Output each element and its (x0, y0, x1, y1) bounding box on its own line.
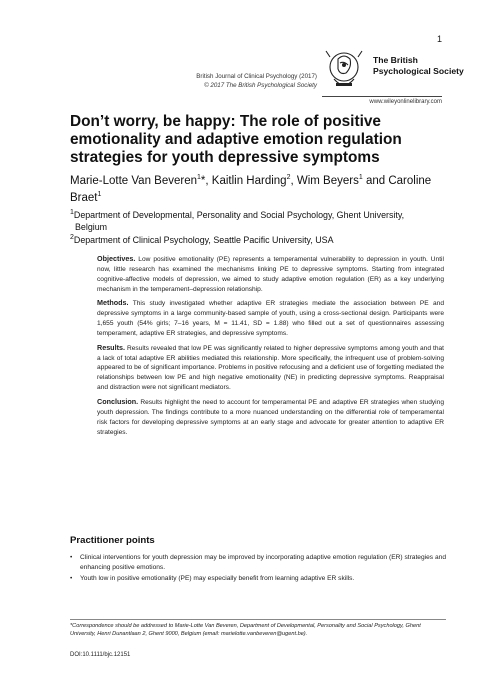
abstract-section-text: Results revealed that low PE was significantly related to higher depressive symptoms among youth and that a lack of total adaptive ER abilities mediated this relationship. More specifically, the infrequent use of problem-solving appeared to be of significant importance. Problems in positive refocusing and a deficient use of forgetting mediated the relationships between low PE and high negative emotionality (NE) in predicting depressive symptoms. Reappraisal and distraction were not significant mediators. (97, 344, 444, 392)
author-2: Kaitlin Harding (211, 175, 287, 187)
abstract-section-text: Low positive emotionality (PE) represents a temperamental vulnerability to depression in youth. Until now, little research has examined the mechanisms linking PE to depressive symptoms. Starting from integrated cognitive-affective models of depression, we aimed to study adaptive emotion regulation (ER) as a key underlying mechanism in the temperament–depression relationship. (97, 256, 444, 293)
author-2-affiliation: 2 (286, 174, 291, 182)
abstract-section-text: This study investigated whether adaptive ER strategies mediate the association between PE and depressive symptoms in a large community-based sample of youth, using a cross-sectional design. Participants were 1,655 youth (54% girls; 7–16 years, M = 11.41, SD = 1.88) who filled out a set of questionnaires assessing temperament, adaptive ER strategies, and depressive symptoms. (97, 300, 444, 337)
correspondence-footnote: *Correspondence should be addressed to Marie-Lotte Van Beveren, Department of Developmental, Personality and Social Psychology, Ghent University, Henri Dunantlaan 2, Ghent 9000, Belgium (email: marielotte.vanbeveren@ugent.be). (70, 623, 421, 638)
journal-name: British Journal of Clinical Psychology (2017) (196, 73, 317, 80)
author-separator: , (290, 175, 297, 187)
society-crest-logo (322, 45, 366, 93)
bullet-icon: • (70, 554, 73, 561)
abstract-section-heading: Conclusion. (97, 396, 139, 406)
abstract-section-heading: Objectives. (97, 254, 136, 263)
header-divider (322, 96, 442, 97)
society-name (373, 55, 464, 77)
abstract-methods (97, 298, 444, 338)
article-title: Don’t worry, be happy: The role of positive emotionality and adaptive emotion regulation strategies for youth depressive symptoms (70, 113, 402, 167)
abstract-section-heading: Methods. (97, 298, 129, 308)
affiliation-number: 2 (70, 234, 74, 242)
affiliation-country: Belgium (75, 222, 108, 232)
abstract-objectives (97, 254, 444, 294)
author-separator: and (362, 175, 389, 187)
affiliation-text: Department of Developmental, Personality and Social Psychology, Ghent University, (73, 210, 405, 220)
list-item-text: Youth low in positive emotionality (PE) may especially benefit from learning adaptive ER skills. (80, 575, 355, 582)
footnote-divider (70, 619, 446, 620)
affiliation-2 (70, 234, 450, 246)
author-list (70, 173, 445, 206)
practitioner-points-heading: Practitioner points (70, 535, 155, 546)
abstract-section-text: Results highlight the need to account for temperamental PE and adaptive ER strategies when studying youth depression. The findings contribute to a more nuanced understanding on the differential role of temperamental risk factors for developing depressive symptoms at an early stage and advocate for greater attention to adaptive ER strategies. (97, 398, 444, 436)
bullet-icon: • (70, 575, 73, 582)
list-item (70, 553, 446, 573)
abstract (97, 254, 444, 441)
affiliation-1 (70, 209, 450, 233)
author-1: Marie-Lotte Van Beveren (70, 175, 197, 187)
author-3: Wim Beyers (296, 175, 359, 187)
site-url[interactable]: www.wileyonlinelibrary.com (369, 99, 442, 105)
abstract-section-heading: Results. (97, 342, 125, 352)
affiliation-number: 1 (70, 209, 74, 217)
society-name-line1: The British (373, 55, 418, 65)
author-4-affiliation: 1 (97, 190, 102, 198)
practitioner-points-list (70, 553, 446, 585)
doi[interactable]: DOI:10.1111/bjc.12151 (70, 652, 131, 658)
abstract-conclusion (97, 397, 444, 437)
list-item-text: Clinical interventions for youth depression may be improved by incorporating adaptive emotion regulation (ER) strategies and enhancing positive emotions. (80, 554, 446, 571)
list-item (70, 574, 446, 584)
page-number: 1 (436, 34, 442, 44)
author-separator: , (205, 175, 212, 187)
journal-copyright: © 2017 The British Psychological Society (204, 82, 317, 89)
corresponding-mark: * (200, 175, 206, 187)
society-name-line2: Psychological Society (373, 66, 464, 76)
journal-info (196, 72, 317, 90)
author-3-affiliation: 1 (358, 174, 363, 182)
abstract-results (97, 343, 444, 393)
affiliation-text: Department of Clinical Psychology, Seattle Pacific University, USA (73, 235, 334, 245)
affiliations (70, 209, 450, 247)
author-1-affiliation: 1 (197, 174, 201, 182)
author-4: Caroline Braet (70, 175, 432, 204)
